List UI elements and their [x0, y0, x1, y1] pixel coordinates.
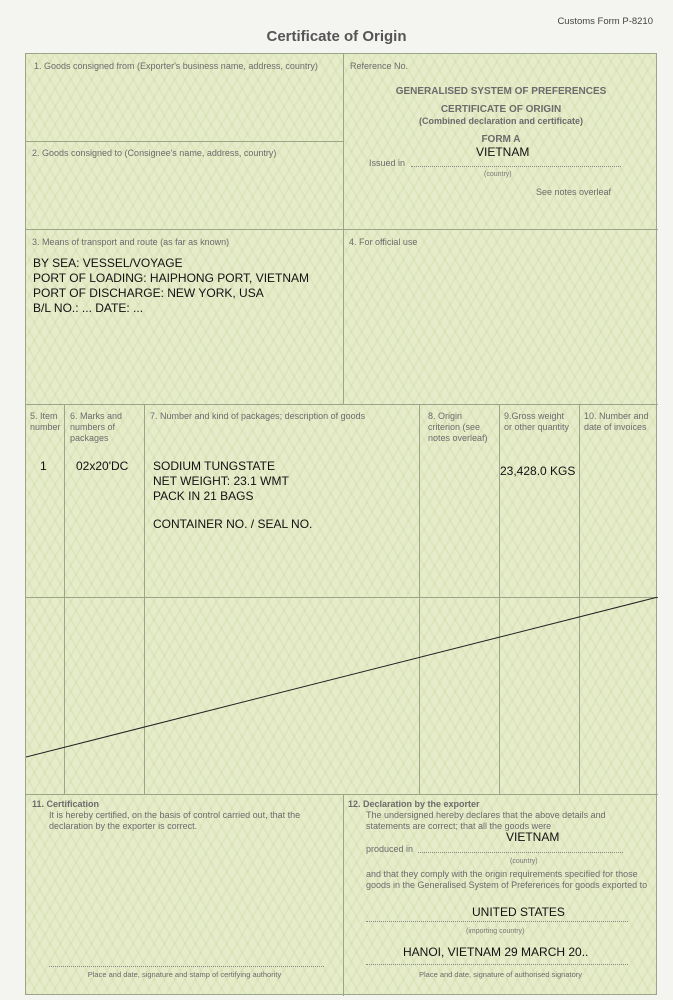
col-origin-header: 8. Origin criterion (see notes overleaf)	[428, 411, 488, 443]
box11-label: 11. Certification	[32, 799, 100, 809]
form-id: Customs Form P-8210	[557, 16, 653, 27]
country-caption: (country)	[484, 171, 512, 178]
produced-in-line	[418, 852, 623, 853]
reference-label: Reference No.	[350, 61, 409, 71]
goods-desc-line: CONTAINER NO. / SEAL NO.	[153, 517, 313, 531]
importing-line	[366, 921, 628, 922]
produced-in-label: produced in	[366, 844, 414, 854]
gsp-heading: GENERALISED SYSTEM OF PREFERENCES	[395, 86, 607, 97]
certificate-sheet	[25, 53, 657, 995]
box12-label: 12. Declaration by the exporter	[348, 799, 480, 809]
issued-country: VIETNAM	[476, 145, 530, 159]
produced-country: VIETNAM	[506, 830, 560, 844]
box11-text: It is hereby certified, on the basis of control carried out, that the declaration by the exporter is correct.	[49, 810, 301, 831]
issued-in-label: Issued in	[369, 158, 406, 168]
transport-line-2: PORT OF LOADING: HAIPHONG PORT, VIETNAM	[33, 271, 310, 285]
cancel-diagonal-line	[26, 597, 658, 794]
col-marks-header: 6. Marks and numbers of packages	[70, 411, 123, 443]
goods-desc-line: PACK IN 21 BAGS	[153, 489, 254, 503]
box12-footer: Place and date, signature of authorised signatory	[418, 970, 583, 979]
divider	[343, 794, 344, 996]
goods-item: 1	[40, 459, 47, 473]
produced-country-caption: (country)	[510, 858, 538, 865]
box12-text2: and that they comply with the origin requirements specified for those goods in the Generalised System of Preferences for goods exported to	[366, 869, 648, 890]
divider	[26, 404, 658, 405]
box12-text1: The undersigned hereby declares that the above details and statements are correct; that all the goods were	[366, 810, 606, 831]
box11-footer: Place and date, signature and stamp of certifying authority	[87, 970, 282, 979]
goods-desc-line: NET WEIGHT: 23.1 WMT	[153, 474, 289, 488]
box3-label: 3. Means of transport and route (as far as known)	[32, 237, 230, 247]
divider	[26, 794, 658, 795]
form-a-heading: FORM A	[481, 134, 521, 145]
col-invoice-header: 10. Number and date of invoices	[584, 411, 649, 432]
page-title: Certificate of Origin	[266, 28, 407, 45]
box1-label: 1. Goods consigned from (Exporter's business name, address, country)	[34, 61, 318, 71]
box12-signature-line	[366, 964, 628, 965]
col-gross-header: 9.Gross weight or other quantity	[504, 411, 570, 432]
place-date: HANOI, VIETNAM 29 MARCH 20..	[403, 945, 589, 959]
box2-label: 2. Goods consigned to (Consignee's name, address, country)	[32, 148, 277, 158]
transport-line-3: PORT OF DISCHARGE: NEW YORK, USA	[33, 286, 264, 300]
divider	[26, 141, 343, 142]
box11-signature-line	[49, 966, 324, 967]
notes-overleaf: See notes overleaf	[536, 187, 612, 197]
cert-heading: CERTIFICATE OF ORIGIN	[440, 104, 562, 115]
goods-marks: 02x20'DC	[76, 459, 129, 473]
combined-subheading: (Combined declaration and certificate)	[418, 116, 584, 126]
transport-line-1: BY SEA: VESSEL/VOYAGE	[33, 256, 183, 270]
transport-line-4: B/L NO.: ... DATE: ...	[33, 301, 144, 315]
issued-in-line	[411, 166, 621, 167]
importing-country: UNITED STATES	[472, 905, 565, 919]
col-item-header: 5. Item number	[30, 411, 61, 432]
goods-desc-line: SODIUM TUNGSTATE	[153, 459, 276, 473]
goods-gross-weight: 23,428.0 KGS	[500, 464, 576, 478]
col-desc-header: 7. Number and kind of packages; description of goods	[150, 411, 366, 421]
box4-label: 4. For official use	[349, 237, 418, 247]
importing-caption: (importing country)	[466, 928, 525, 935]
divider	[26, 229, 658, 230]
